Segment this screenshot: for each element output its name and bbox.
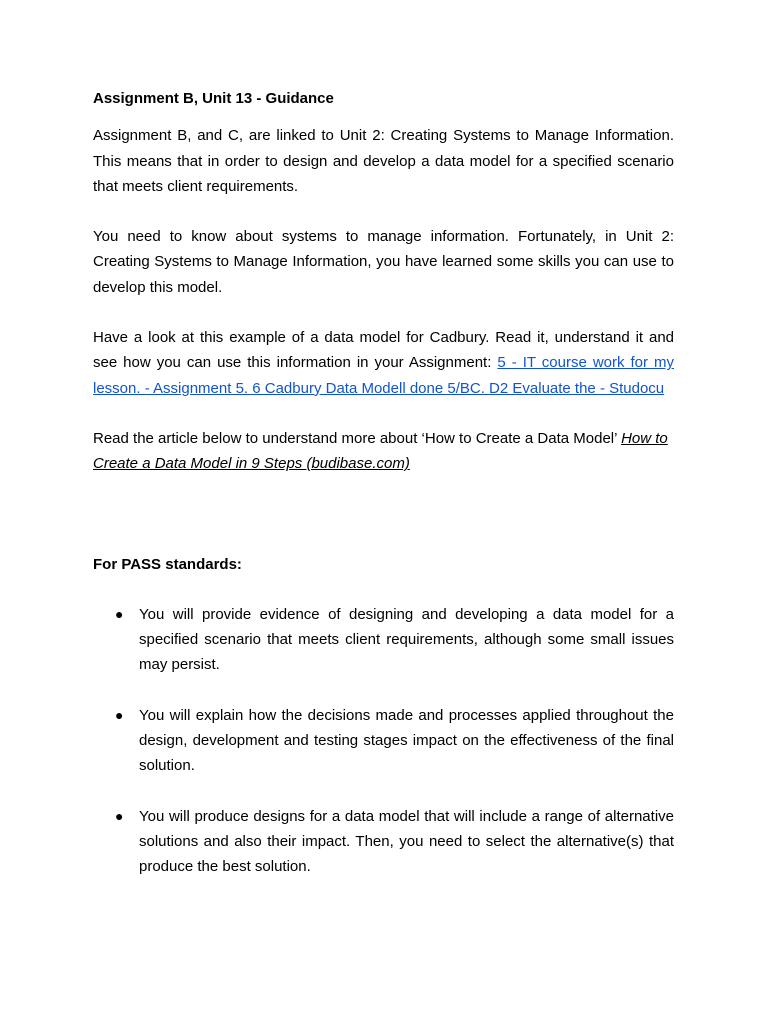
systems-paragraph: You need to know about systems to manage information. Fortunately, in Unit 2: Creating Systems to Manage Information, you have learned some skills you can use to develop this model. [93, 228, 674, 296]
document-body [93, 86, 674, 905]
list-item [93, 703, 674, 779]
list-item-text: You will explain how the decisions made and processes applied throughout the design, development and testing stages impact on the effectiveness of the final solution. [139, 706, 674, 775]
pass-standards-list [93, 602, 674, 880]
cadbury-paragraph-text: Have a look at this example of a data model for Cadbury. Read it, understand it and see how you can use this information in your Assignment: [93, 329, 674, 372]
list-item [93, 602, 674, 678]
list-item-text: You will provide evidence of designing and developing a data model for a specified scenario that meets client requirements, although some small issues may persist. [139, 605, 674, 674]
document-title: Assignment B, Unit 13 - Guidance [93, 90, 334, 107]
pass-standards-heading: For PASS standards: [93, 555, 242, 573]
section-spacer [93, 502, 674, 552]
article-paragraph-text: Read the article below to understand more about ‘How to Create a Data Model’ [93, 429, 622, 447]
budibase-article-link[interactable]: How to Create a Data Model in 9 Steps (budibase.com) [93, 429, 668, 473]
list-item-text: You will produce designs for a data model that will include a range of alternative solutions and also their impact. Then, you need to select the alternative(s) that produce the best solution. [139, 807, 674, 876]
bullet-icon: ● [115, 807, 124, 824]
bullet-icon: ● [115, 706, 124, 723]
list-item [93, 804, 674, 880]
cadbury-studocu-link[interactable]: 5 - IT course work for my lesson. - Assignment 5. 6 Cadbury Data Modell done 5/BC. D2 Evaluate the - Studocu [93, 354, 674, 397]
article-paragraph [93, 426, 674, 477]
bullet-icon: ● [115, 605, 124, 622]
cadbury-paragraph [93, 325, 674, 401]
intro-paragraph: Assignment B, and C, are linked to Unit 2: Creating Systems to Manage Information. This means that in order to design and develop a data model for a specified scenario that meets client requirements. [93, 127, 674, 195]
